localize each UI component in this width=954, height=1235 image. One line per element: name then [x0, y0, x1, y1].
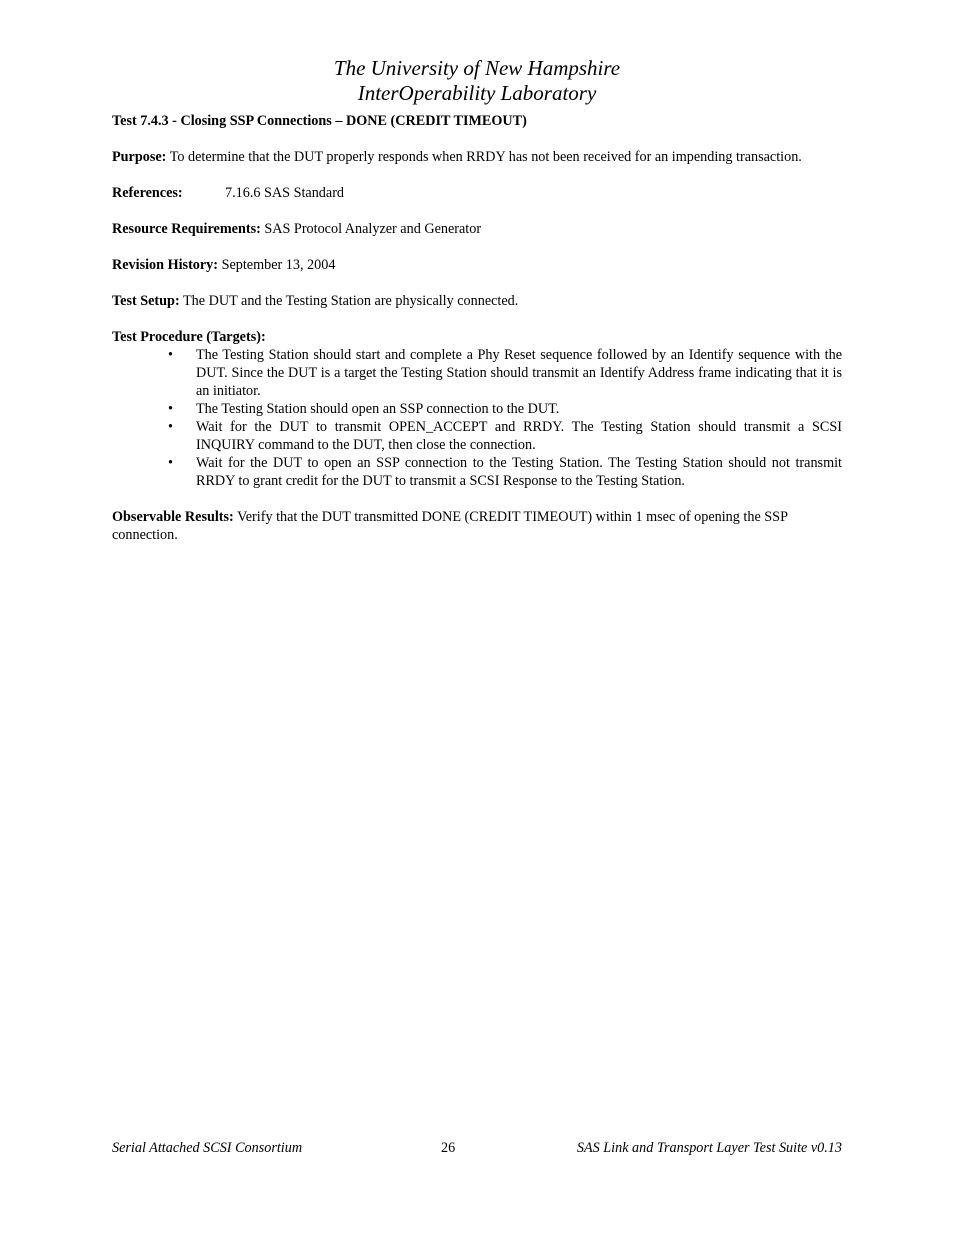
page-number: 26 [441, 1140, 456, 1156]
references-text: 7.16.6 SAS Standard [225, 185, 345, 201]
header-institution: The University of New Hampshire [333, 56, 621, 80]
footer-document-title: SAS Link and Transport Layer Test Suite v0.13 [576, 1140, 842, 1156]
list-item [168, 454, 842, 490]
purpose-section [112, 148, 842, 166]
results-label: Observable Results: [112, 509, 234, 525]
procedure-list [112, 346, 842, 490]
header-lab: InterOperability Laboratory [357, 81, 597, 105]
procedure-step-text: Wait for the DUT to transmit OPEN_ACCEPT and RRDY. The Testing Station should transmit a SCSI INQUIRY command to the DUT, then close the connection. [196, 419, 842, 453]
purpose-text: To determine that the DUT properly responds when RRDY has not been received for an impending transaction. [169, 149, 802, 165]
setup-label: Test Setup: [112, 293, 180, 309]
bullet-icon: • [168, 419, 173, 435]
revision-section [112, 256, 842, 274]
revision-label: Revision History: [112, 257, 219, 273]
resources-text: SAS Protocol Analyzer and Generator [264, 221, 482, 237]
test-description [112, 112, 842, 544]
setup-section [112, 292, 842, 310]
test-title: Test 7.4.3 - Closing SSP Connections – DONE (CREDIT TIMEOUT) [112, 113, 527, 129]
procedure-label: Test Procedure (Targets): [112, 329, 266, 345]
resources-label: Resource Requirements: [112, 221, 261, 237]
page-header [0, 56, 954, 106]
purpose-label: Purpose: [112, 149, 167, 165]
bullet-icon: • [168, 347, 173, 363]
bullet-icon: • [168, 401, 173, 417]
list-item [168, 346, 842, 400]
setup-text: The DUT and the Testing Station are physically connected. [182, 293, 519, 309]
procedure-step-text: Wait for the DUT to open an SSP connection to the Testing Station. The Testing Station should not transmit RRDY to grant credit for the DUT to transmit a SCSI Response to the Testing Station. [196, 455, 842, 489]
footer-consortium: Serial Attached SCSI Consortium [112, 1140, 303, 1156]
references-section [112, 184, 842, 202]
references-label: References: [112, 185, 183, 201]
revision-text: September 13, 2004 [221, 257, 336, 273]
results-section [112, 508, 842, 544]
list-item [168, 418, 842, 454]
procedure-step-text: The Testing Station should start and complete a Phy Reset sequence followed by an Identify sequence with the DUT. Since the DUT is a target the Testing Station should transmit an Identify Address frame indicating that it is an initiator. [196, 347, 842, 399]
resources-section [112, 220, 842, 238]
procedure-step-text: The Testing Station should open an SSP connection to the DUT. [196, 401, 560, 417]
list-item [168, 400, 842, 418]
procedure-section [112, 328, 842, 346]
bullet-icon: • [168, 455, 173, 471]
results-text: Verify that the DUT transmitted DONE (CREDIT TIMEOUT) within 1 msec of opening the SSP connection. [112, 509, 788, 543]
